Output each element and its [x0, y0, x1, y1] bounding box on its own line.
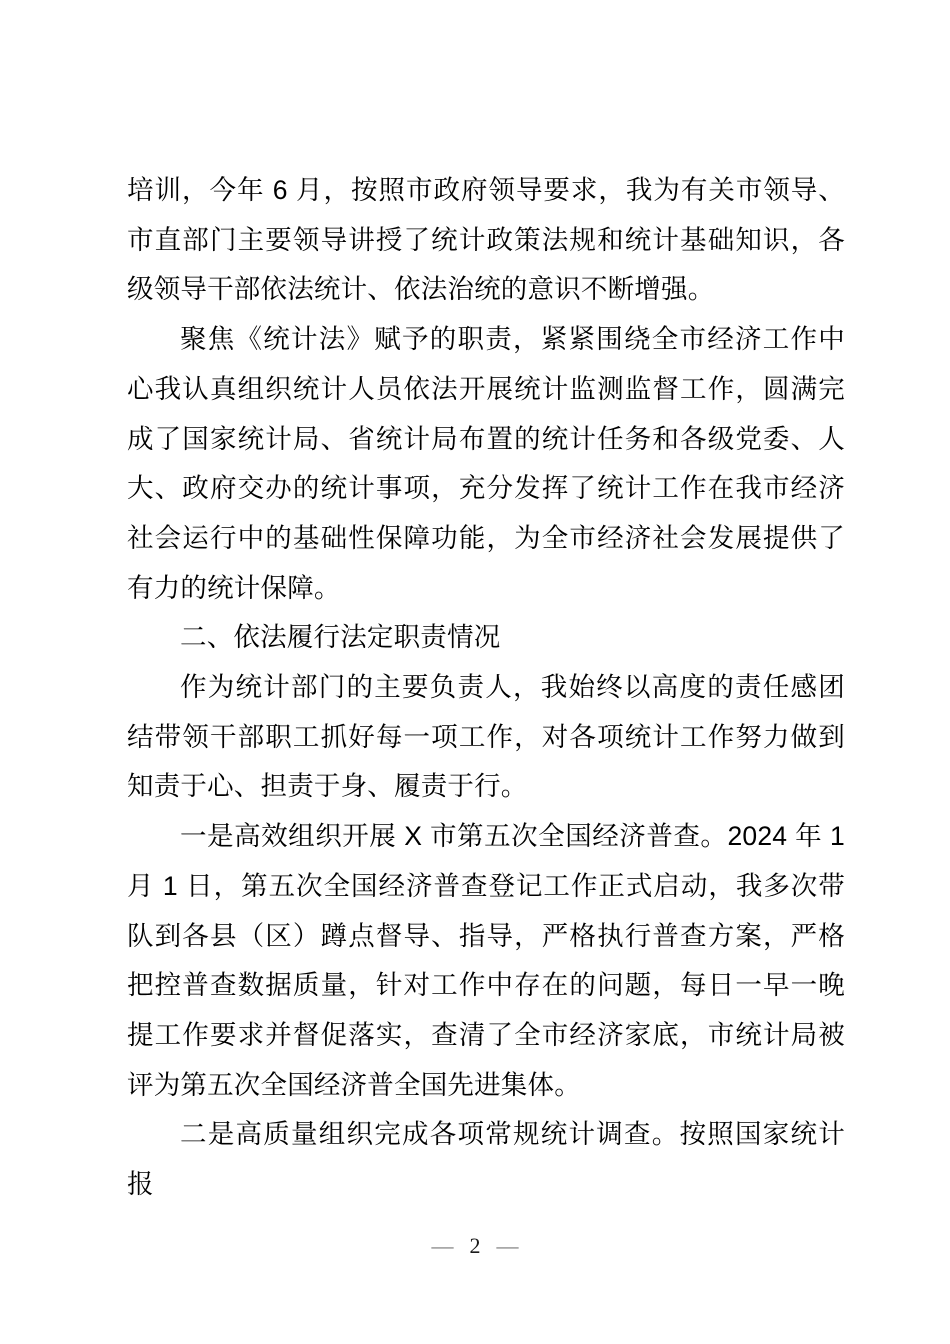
page-number: 2 — [469, 1233, 481, 1258]
footer-dash-left: — — [431, 1233, 454, 1258]
paragraph-continuation: 培训，今年 6 月，按照市政府领导要求，我为有关市领导、市直部门主要领导讲授了统计政策法规和统计基础知识，各级领导干部依法统计、依法治统的意识不断增强。 — [127, 175, 845, 305]
page-footer — [0, 1231, 950, 1261]
section-heading: 二、依法履行法定职责情况 — [180, 622, 501, 653]
footer-dash-right: — — [496, 1233, 519, 1258]
paragraph-truncated: 二是高质量组织完成各项常规统计调查。按照国家统计报 — [127, 1119, 845, 1200]
paragraph: 作为统计部门的主要负责人，我始终以高度的责任感团结带领干部职工抓好每一项工作，对各项统计工作努力做到知责于心、担责于身、履责于行。 — [127, 672, 845, 802]
paragraph: 聚焦《统计法》赋予的职责，紧紧围绕全市经济工作中心我认真组织统计人员依法开展统计监测监督工作，圆满完成了国家统计局、省统计局布置的统计任务和各级党委、人大、政府交办的统计事项，充分发挥了统计工作在我市经济社会运行中的基础性保障功能，为全市经济社会发展提供了有力的统计保障。 — [127, 324, 845, 603]
document-body — [127, 166, 845, 1210]
paragraph: 一是高效组织开展 X 市第五次全国经济普查。2024 年 1 月 1 日，第五次全国经济普查登记工作正式启动，我多次带队到各县（区）蹲点督导、指导，严格执行普查方案，严格把控普查数据质量，针对工作中存在的问题，每日一早一晚提工作要求并督促落实，查清了全市经济家底，市统计局被评为第五次全国经济普全国先进集体。 — [127, 821, 845, 1100]
